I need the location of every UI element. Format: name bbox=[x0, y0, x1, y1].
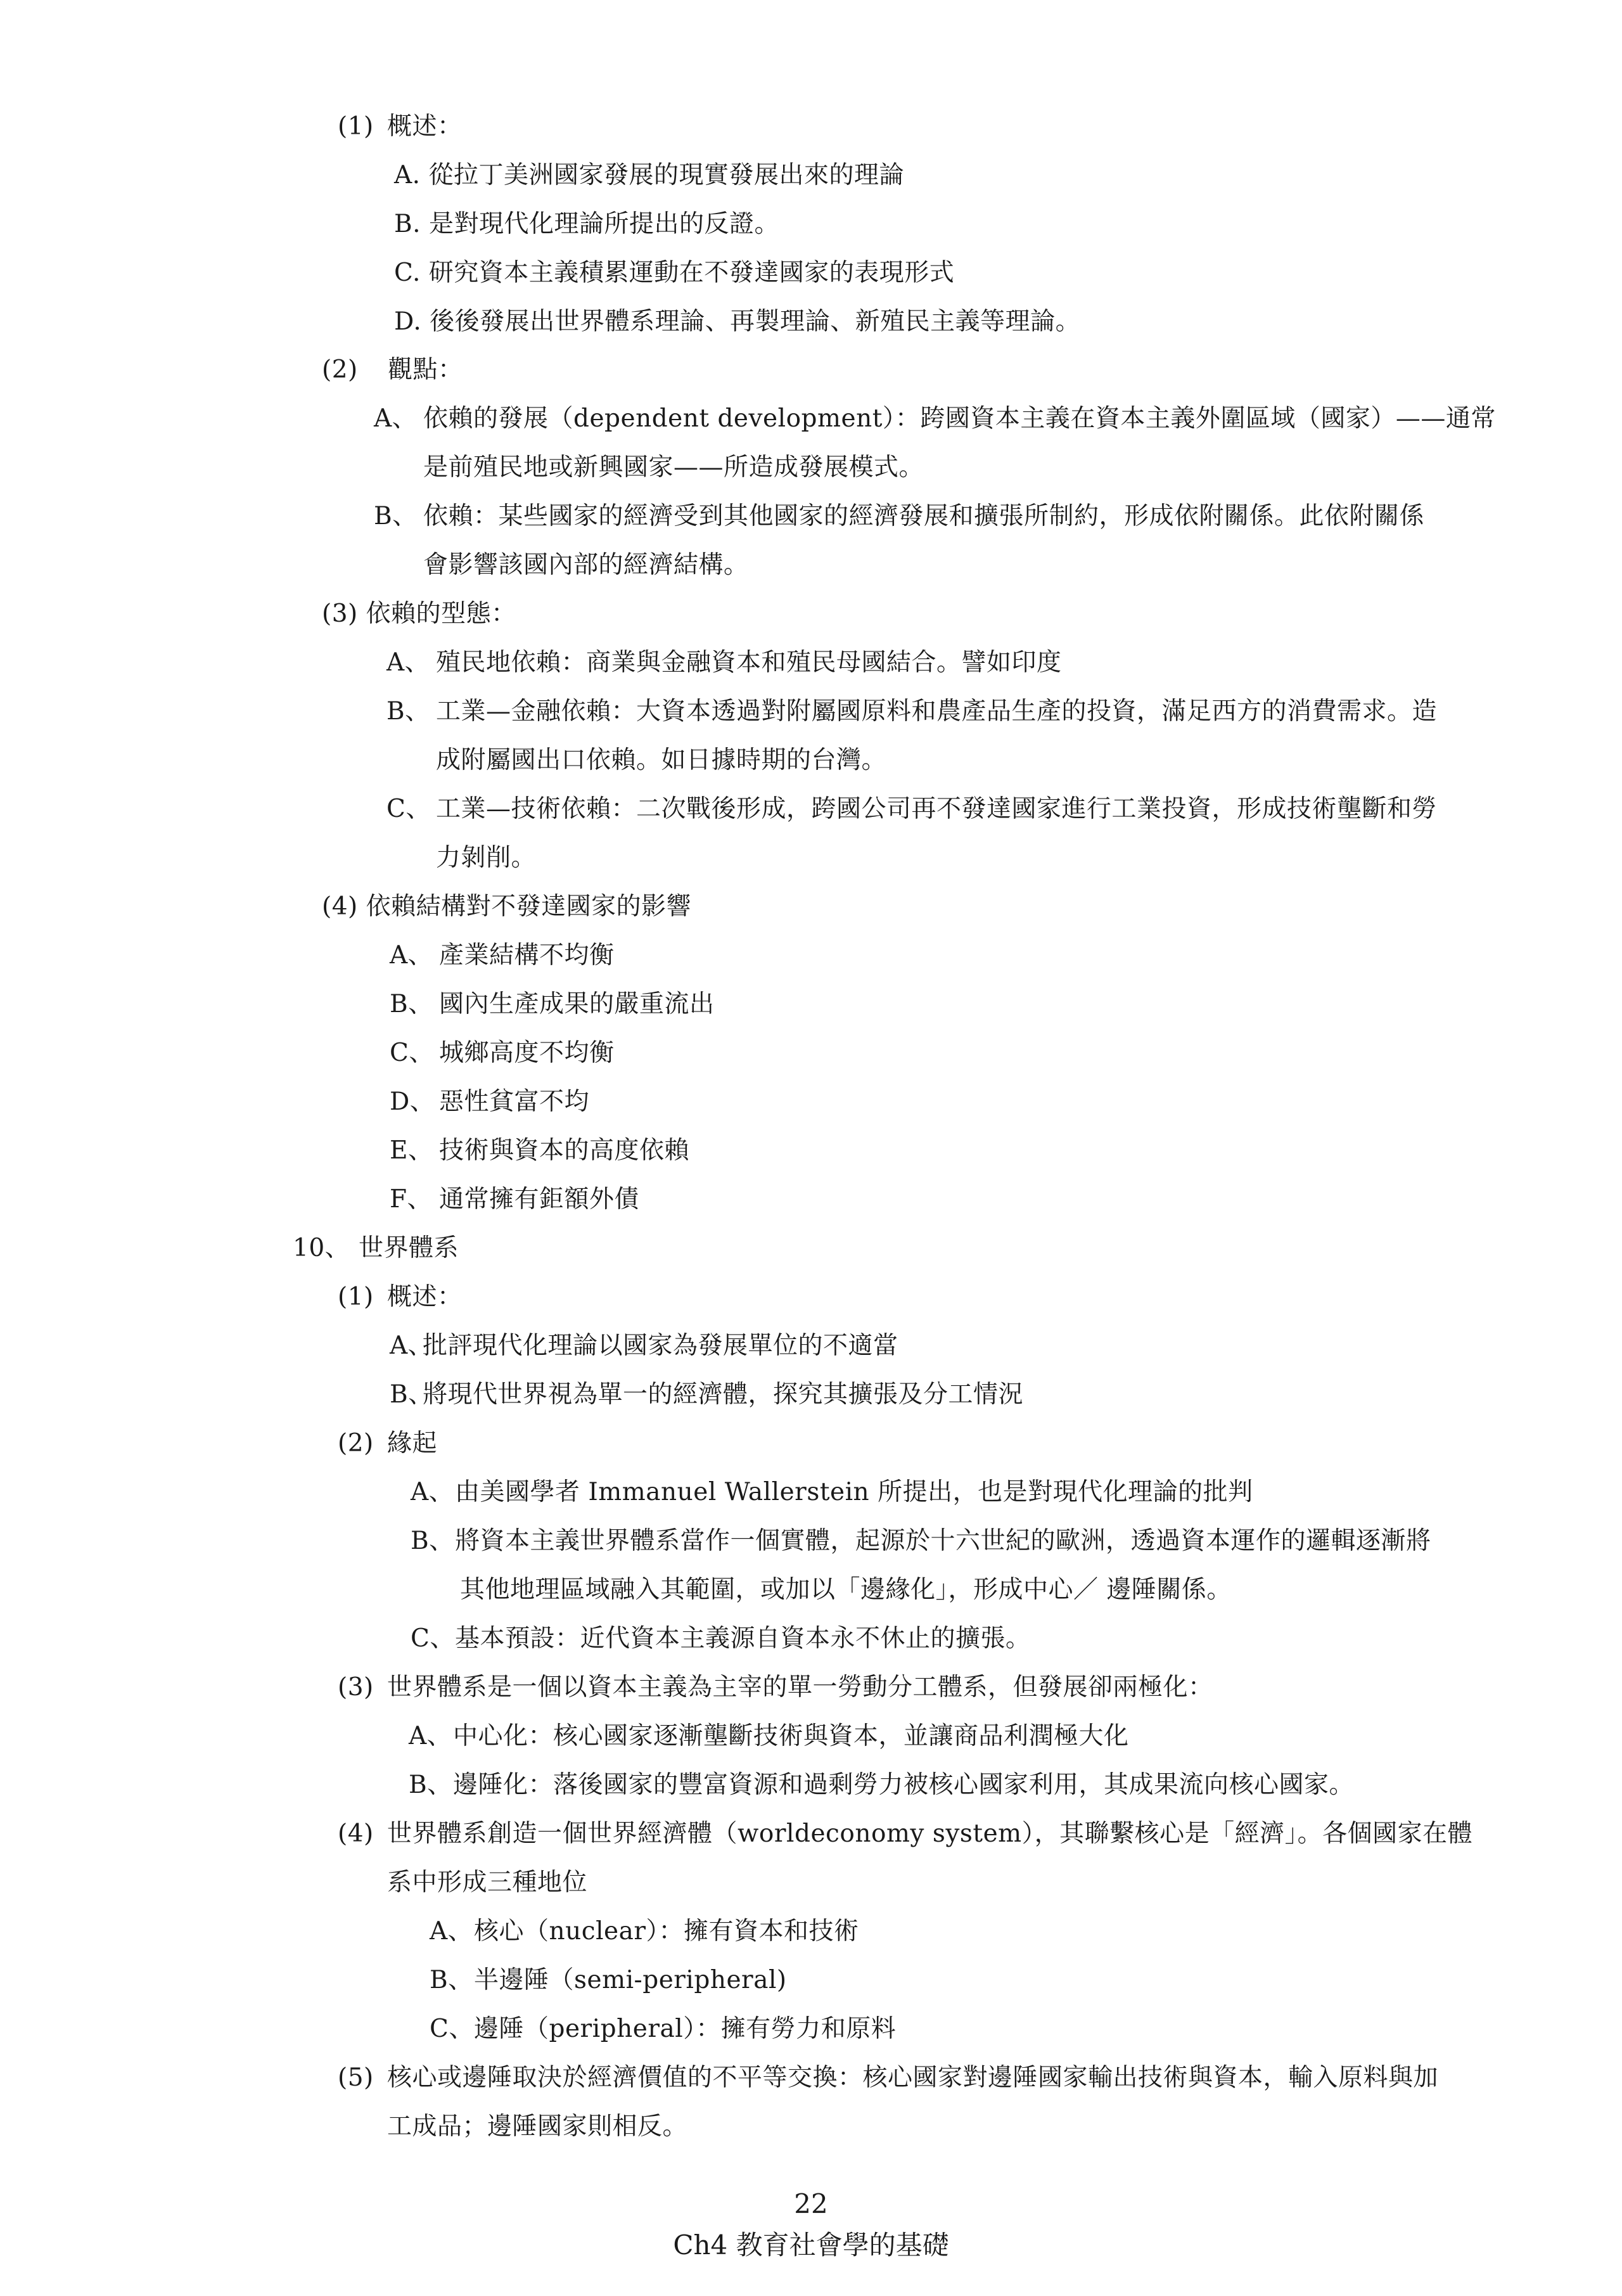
item-text: 基本預設：近代資本主義源自資本永不休止的擴張。 bbox=[455, 1624, 1031, 1653]
item-text: 概述： bbox=[387, 1283, 463, 1311]
s10-heading bbox=[293, 1231, 459, 1266]
item-label: B、 bbox=[409, 1771, 452, 1799]
item-label: B、 bbox=[390, 990, 433, 1018]
item-label: A、 bbox=[386, 648, 430, 677]
s9-p1-item-d: D. 後後發展出世界體系理論、再製理論、新殖民主義等理論。 bbox=[394, 307, 1081, 336]
item-label: D、 bbox=[390, 1087, 435, 1116]
item-label: B、 bbox=[430, 1966, 473, 1994]
item-text: 概述： bbox=[387, 112, 463, 141]
item-text: 工業—技術依賴：二次戰後形成，跨國公司再不發達國家進行工業投資，形成技術壟斷和勞 bbox=[436, 795, 1438, 823]
s9-p3-item-b-cont: 成附屬國出口依賴。如日據時期的台灣。 bbox=[436, 746, 887, 774]
item-label: C、 bbox=[390, 1039, 434, 1067]
s9-p4-item-d bbox=[390, 1085, 589, 1119]
s9-p4-item-c bbox=[390, 1036, 615, 1070]
item-text: 依賴：某些國家的經濟受到其他國家的經濟發展和擴張所制約，形成依附關係。此依附關係 bbox=[423, 502, 1425, 530]
s9-p3-item-c bbox=[386, 792, 1437, 826]
item-text: 國內生產成果的嚴重流出 bbox=[439, 990, 715, 1018]
s10-p2-item-c bbox=[411, 1622, 1031, 1656]
item-text: 由美國學者 Immanuel Wallerstein 所提出，也是對現代化理論的批判 bbox=[455, 1478, 1253, 1506]
item-label: C、 bbox=[411, 1624, 455, 1653]
item-label: B、 bbox=[411, 1527, 454, 1555]
s9-p3-item-a bbox=[386, 646, 1062, 680]
item-label: A、 bbox=[411, 1478, 454, 1506]
s10-p2-heading bbox=[338, 1427, 437, 1461]
item-text: 世界體系是一個以資本主義為主宰的單一勞動分工體系，但發展卻兩極化： bbox=[387, 1673, 1213, 1702]
item-text: 通常擁有鉅額外債 bbox=[439, 1185, 640, 1214]
s9-p1-item-a: A. 從拉丁美洲國家發展的現實發展出來的理論 bbox=[394, 161, 904, 189]
item-text: 核心（nuclear）：擁有資本和技術 bbox=[474, 1917, 859, 1946]
item-label: F、 bbox=[390, 1185, 433, 1214]
s9-p2-item-a-cont: 是前殖民地或新興國家——所造成發展模式。 bbox=[423, 453, 924, 482]
item-text: 城鄉高度不均衡 bbox=[439, 1039, 615, 1067]
item-text: 邊陲（peripheral）：擁有勞力和原料 bbox=[474, 2015, 897, 2043]
s9-p2-item-b bbox=[374, 499, 1424, 534]
item-text: 產業結構不均衡 bbox=[439, 941, 615, 970]
section-number: 10、 bbox=[293, 1234, 350, 1262]
s9-p1-item-b: B. 是對現代化理論所提出的反證。 bbox=[394, 210, 779, 238]
s10-p2-item-b-cont: 其他地理區域融入其範圍，或加以「邊緣化」，形成中心／ 邊陲關係。 bbox=[460, 1575, 1232, 1604]
item-text: 邊陲化：落後國家的豐富資源和過剩勞力被核心國家利用，其成果流向核心國家。 bbox=[453, 1771, 1355, 1799]
s9-p1-item-c: C. 研究資本主義積累運動在不發達國家的表現形式 bbox=[394, 259, 955, 287]
s9-p4-item-f bbox=[390, 1183, 639, 1217]
section-title: 世界體系 bbox=[359, 1234, 459, 1262]
item-label: A、 bbox=[409, 1722, 452, 1750]
item-text: 半邊陲（semi-peripheral) bbox=[474, 1966, 787, 1994]
s9-p3-heading: (3) 依賴的型態： bbox=[322, 600, 516, 628]
item-label: B、 bbox=[386, 697, 430, 726]
item-label: C、 bbox=[430, 2015, 474, 2043]
s9-p2-item-b-cont: 會影響該國內部的經濟結構。 bbox=[423, 551, 749, 579]
item-text: 觀點： bbox=[388, 356, 463, 384]
s10-p5-heading-cont: 工成品；邊陲國家則相反。 bbox=[387, 2112, 688, 2141]
item-label: (5) bbox=[338, 2063, 374, 2092]
s10-p4-item-c bbox=[430, 2012, 896, 2046]
s9-p2-heading bbox=[322, 353, 463, 387]
item-text: 核心或邊陲取決於經濟價值的不平等交換：核心國家對邊陲國家輸出技術與資本，輸入原料與加 bbox=[387, 2063, 1439, 2092]
s9-p1-heading bbox=[338, 110, 463, 144]
item-label: (4) bbox=[338, 1819, 374, 1848]
item-label: C、 bbox=[386, 795, 431, 823]
item-label: (3) bbox=[338, 1673, 374, 1702]
s10-p4-item-a bbox=[430, 1914, 859, 1949]
s9-p4-item-e bbox=[390, 1134, 689, 1168]
s10-p4-item-b bbox=[430, 1963, 787, 1998]
page-number: 22 bbox=[794, 2188, 828, 2219]
item-label: A、 bbox=[390, 941, 433, 970]
item-text: 緣起 bbox=[387, 1429, 438, 1458]
item-text: 技術與資本的高度依賴 bbox=[439, 1136, 690, 1165]
chapter-title: Ch4 教育社會學的基礎 bbox=[673, 2229, 949, 2261]
s10-p5-heading bbox=[338, 2061, 1438, 2095]
s10-p1-item-b bbox=[390, 1378, 1023, 1412]
s10-p3-item-a bbox=[409, 1719, 1129, 1754]
item-label: A、 bbox=[430, 1917, 473, 1946]
s10-p3-heading bbox=[338, 1671, 1213, 1705]
item-label: A、 bbox=[390, 1331, 433, 1360]
s9-p4-item-b bbox=[390, 987, 715, 1022]
item-label: A、 bbox=[374, 404, 418, 433]
item-text: 惡性貧富不均 bbox=[439, 1087, 590, 1116]
s9-p2-item-a bbox=[374, 402, 1496, 436]
s10-p1-item-a bbox=[390, 1329, 898, 1363]
s9-p4-item-a bbox=[390, 939, 615, 973]
item-label: (2) bbox=[322, 356, 358, 384]
item-label: E、 bbox=[390, 1136, 433, 1165]
item-text: 依賴的發展（dependent development）：跨國資本主義在資本主義外圍區域（國家）——通常 bbox=[423, 404, 1496, 433]
s10-p3-item-b bbox=[409, 1768, 1354, 1802]
item-label: (2) bbox=[338, 1429, 374, 1458]
item-text: 世界體系創造一個世界經濟體（worldeconomy system），其聯繫核心是「經濟」。各個國家在體 bbox=[387, 1819, 1473, 1848]
item-label: (1) bbox=[338, 112, 374, 141]
item-text: 工業—金融依賴：大資本透過對附屬國原料和農產品生產的投資，滿足西方的消費需求。造 bbox=[436, 697, 1438, 726]
s9-p3-item-b bbox=[386, 695, 1437, 729]
s9-p4-heading: (4) 依賴結構對不發達國家的影響 bbox=[322, 892, 692, 921]
item-label: B、 bbox=[374, 502, 418, 530]
item-text: 將資本主義世界體系當作一個實體，起源於十六世紀的歐洲，透過資本運作的邏輯逐漸將 bbox=[455, 1527, 1431, 1555]
s10-p2-item-b bbox=[411, 1524, 1431, 1558]
s10-p4-heading-cont: 系中形成三種地位 bbox=[387, 1868, 588, 1897]
s9-p3-item-c-cont: 力剝削。 bbox=[436, 843, 537, 872]
item-text: 批評現代化理論以國家為發展單位的不適當 bbox=[423, 1331, 898, 1360]
item-text: 中心化：核心國家逐漸壟斷技術與資本，並讓商品利潤極大化 bbox=[453, 1722, 1129, 1750]
s10-p4-heading bbox=[338, 1817, 1472, 1851]
item-text: 將現代世界視為單一的經濟體，探究其擴張及分工情況 bbox=[423, 1380, 1024, 1409]
item-label: (1) bbox=[338, 1283, 374, 1311]
item-label: B、 bbox=[390, 1380, 433, 1409]
s10-p2-item-a bbox=[411, 1475, 1253, 1510]
item-text: 殖民地依賴：商業與金融資本和殖民母國結合。譬如印度 bbox=[436, 648, 1062, 677]
s10-p1-heading bbox=[338, 1280, 463, 1314]
